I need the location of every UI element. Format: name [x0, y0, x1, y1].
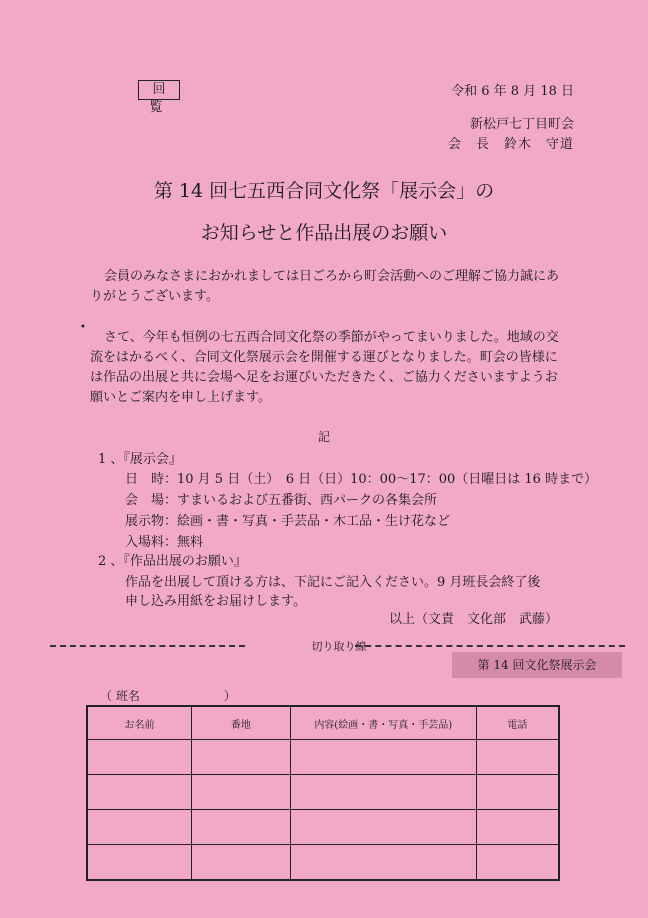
table-cell[interactable]	[290, 845, 476, 881]
table-row	[87, 810, 559, 845]
circulation-stamp: 回 覧	[138, 80, 180, 100]
chairperson-name: 会 長 鈴木 守道	[447, 137, 574, 152]
cut-line-dash-left	[50, 645, 245, 647]
table-cell[interactable]	[290, 810, 476, 845]
table-cell[interactable]	[476, 775, 559, 810]
item2-line2: 申し込み用紙をお届けします。	[125, 594, 306, 609]
item1-heading: 1 、『展示会』	[98, 452, 182, 467]
table-cell[interactable]	[87, 845, 192, 881]
table-cell[interactable]	[290, 740, 476, 775]
table-cell[interactable]	[87, 740, 192, 775]
table-row	[87, 845, 559, 881]
table-row	[87, 740, 559, 775]
table-cell[interactable]	[476, 740, 559, 775]
cut-line-dash-right	[355, 645, 625, 647]
table-cell[interactable]	[87, 775, 192, 810]
issue-date: 令和 6 年 8 月 18 日	[451, 84, 574, 99]
announcement-paragraph	[90, 328, 570, 408]
table-cell[interactable]	[87, 810, 192, 845]
ki-heading: 記	[317, 430, 330, 444]
col-content: 内容(絵画・書・写真・手芸品)	[290, 706, 476, 740]
table-cell[interactable]	[290, 775, 476, 810]
table-cell[interactable]	[192, 740, 291, 775]
table-header-row	[87, 706, 559, 740]
form-badge: 第 14 回文化祭展示会	[452, 652, 622, 678]
announcement-text: さて、今年も恒例の七五西合同文化祭の季節がやってまいりました。地域の交流をはかるべく、合同文化祭展示会を開催する運びとなりました。町会の皆様には作品の出展と共に会場へ足をお運びいただきたく、ご協力くださいますようお願いとご案内を申し上げます。	[90, 330, 559, 405]
application-form-table	[86, 705, 560, 881]
greeting-paragraph	[90, 267, 570, 307]
document-title-line2: お知らせと作品出展のお願い	[200, 222, 448, 244]
organization-name: 新松戸七丁目町会	[469, 117, 574, 132]
item1-date: 日 時：10 月 5 日（土） 6 日（日）10：00～17：00（日曜日は 16 時まで）	[125, 472, 598, 487]
greeting-text: 会員のみなさまにおかれましては日ごろから町会活動へのご理解ご協力誠にありがとうございます。	[90, 269, 560, 304]
table-row	[87, 775, 559, 810]
stray-bullet-mark: •	[80, 322, 86, 333]
table-cell[interactable]	[192, 810, 291, 845]
item2-line1: 作品を出展して頂ける方は、下記にご記入ください。9 月班長会終了後	[125, 575, 541, 590]
signature: 以上（文責 文化部 武藤）	[388, 612, 558, 627]
item1-fee: 入場料：無料	[125, 535, 204, 550]
col-address: 番地	[192, 706, 291, 740]
col-phone: 電話	[476, 706, 559, 740]
document-title-line1: 第 14 回七五西合同文化祭「展示会」の	[153, 180, 495, 202]
item1-exhibits: 展示物：絵画・書・写真・手芸品・木工品・生け花など	[125, 514, 451, 529]
han-name-label: （ 班名 ）	[100, 689, 236, 703]
item2-heading: 2 、『作品出展のお願い』	[98, 554, 247, 569]
item1-venue: 会 場：すまいるおよび五番街、西パークの各集会所	[125, 493, 438, 508]
table-cell[interactable]	[476, 810, 559, 845]
table-cell[interactable]	[476, 845, 559, 881]
col-name: お名前	[87, 706, 192, 740]
cut-line-label: 切り取り線	[311, 640, 367, 653]
table-cell[interactable]	[192, 845, 291, 881]
table-cell[interactable]	[192, 775, 291, 810]
